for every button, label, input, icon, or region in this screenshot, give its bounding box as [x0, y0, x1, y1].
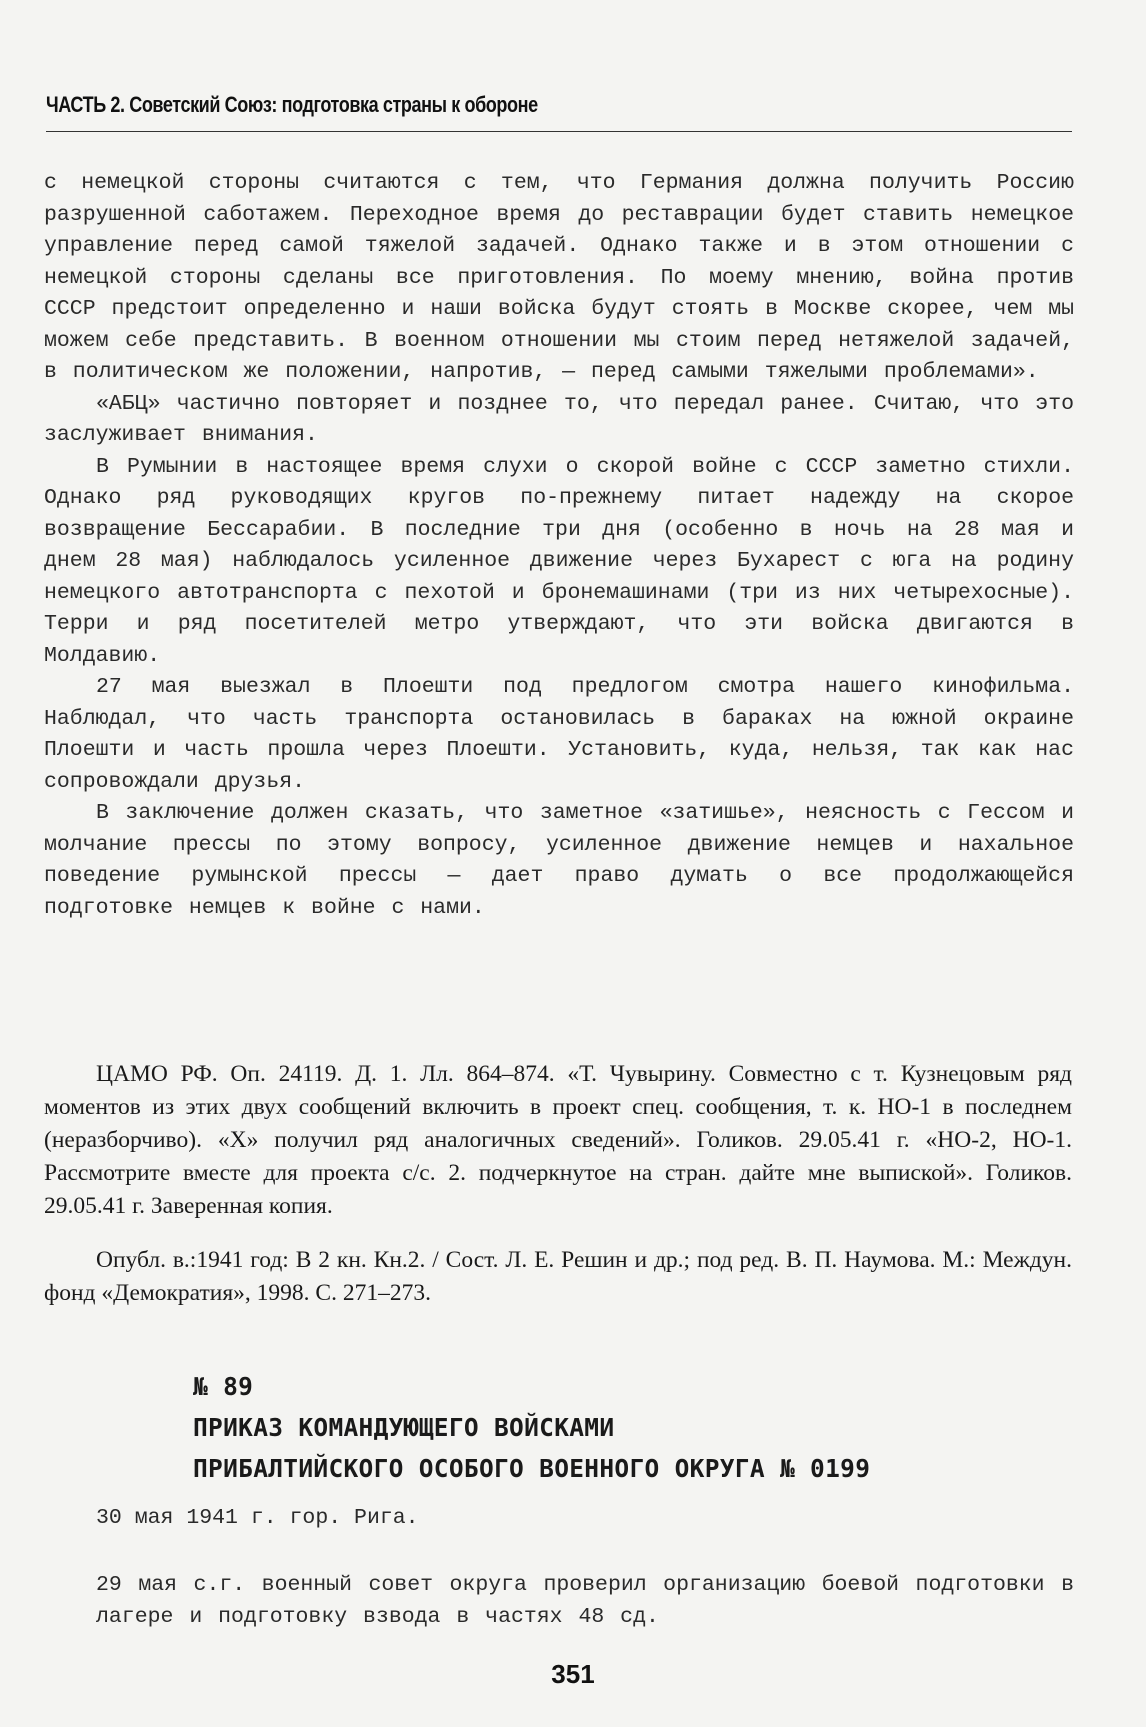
publication-note: [44, 1244, 1072, 1310]
document-title-line-1: ПРИКАЗ КОМАНДУЮЩЕГО ВОЙСКАМИ: [193, 1413, 615, 1442]
document-heading: [193, 1366, 870, 1489]
header-rule: [46, 131, 1072, 132]
document-intro: [96, 1570, 1074, 1633]
document-date-place: 30 мая 1941 г. гор. Рига.: [96, 1506, 419, 1530]
body-paragraph: В Румынии в настоящее время слухи о скорой войне с СССР заметно стихли. Однако ряд руководящих кругов по-прежнему питает надежду на скорое возвращение Бессарабии. В последние три дня (особенно в ночь на 28 мая и днем 28 мая) наблюдалось усиленное движение через Бухарест с юга на родину немецкого автотранспорта с пехотой и бронемашинами (три из них четырехосные). Терри и ряд посетителей метро утверждают, что эти войска двигаются в Молдавию.: [44, 454, 1074, 668]
document-number: № 89: [193, 1372, 254, 1401]
document-body: [44, 168, 1074, 924]
archive-source-note: [44, 1058, 1072, 1223]
body-paragraph: 27 мая выезжал в Плоешти под предлогом смотра нашего кинофильма. Наблюдал, что часть транспорта остановилась в бараках на южной окраине Плоешти и часть прошла через Плоешти. Установить, куда, нельзя, так как нас сопровождали друзья.: [44, 675, 1074, 794]
source-note-text: ЦАМО РФ. Оп. 24119. Д. 1. Лл. 864–874. «Т. Чувырину. Совместно с т. Кузнецовым ряд моментов из этих двух сообщений включить в проект спец. сообщения, т. к. НО-1 в последнем (неразборчиво). «Х» получил ряд аналогичных сведений». Голиков. 29.05.41 г. «НО-2, НО-1. Рассмотрите вместе для проекта с/с. 2. подчеркнутое на стран. дайте мне выпиской». Голиков. 29.05.41 г. Заверенная копия.: [44, 1061, 1072, 1219]
publication-note-text: Опубл. в.:1941 год: В 2 кн. Кн.2. / Сост. Л. Е. Решин и др.; под ред. В. П. Наумова. М.: Междун. фонд «Демократия», 1998. С. 271–273.: [44, 1247, 1072, 1306]
document-title-line-2: ПРИБАЛТИЙСКОГО ОСОБОГО ВОЕННОГО ОКРУГА № 0199: [193, 1454, 871, 1483]
page-number: 351: [551, 1659, 595, 1689]
body-paragraph: В заключение должен сказать, что заметное «затишье», неясность с Гессом и молчание прессы по этому вопросу, усиленное движение немцев и нахальное поведение румынской прессы — дает право думать о все продолжающейся подготовке немцев к войне с нами.: [44, 801, 1074, 920]
document-intro-text: 29 мая с.г. военный совет округа проверил организацию боевой подготовки в лагере и подготовку взвода в частях 48 сд.: [96, 1573, 1074, 1629]
running-head: ЧАСТЬ 2. Советский Союз: подготовка страны к обороне: [46, 92, 538, 117]
body-paragraph: с немецкой стороны считаются с тем, что Германия должна получить Россию разрушенной саботажем. Переходное время до реставрации будет ставить немецкое управление перед самой тяжелой задачей. Однако также и в этом отношении с немецкой стороны сделаны все приготовления. По моему мнению, война против СССР предстоит определенно и наши войска будут стоять в Москве скорее, чем мы можем себе представить. В военном отношении мы стоим перед нетяжелой задачей, в политическом же положении, напротив, — перед самыми тяжелыми проблемами».: [44, 171, 1074, 384]
body-paragraph: «АБЦ» частично повторяет и позднее то, что передал ранее. Считаю, что это заслуживает внимания.: [44, 391, 1074, 447]
